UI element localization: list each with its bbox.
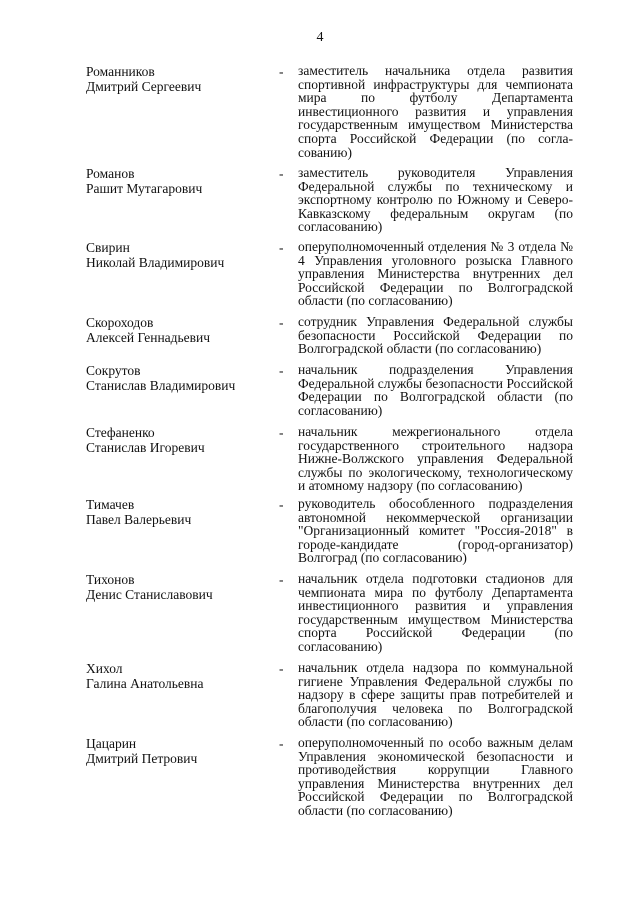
position-description: начальник отдела подготовки стадионов для чемпионата мира по футболу Департамента инвестиционного развития и управления государственным имуществом Министерства спорта Российской Федерации (по согласованию) <box>298 571 573 654</box>
person-name <box>86 736 276 766</box>
position-description: сотрудник Управления Федеральной службы безопасности Российской Федерации по Волгоградской области (по согласованию) <box>298 314 573 357</box>
given-name: Дмитрий Петрович <box>86 751 198 766</box>
separator-dash: - <box>279 363 284 378</box>
person-name <box>86 497 276 527</box>
surname: Цацарин <box>86 736 137 751</box>
surname: Свирин <box>86 240 130 255</box>
separator-dash: - <box>279 64 284 79</box>
person-name <box>86 64 276 94</box>
given-name: Павел Валерьевич <box>86 512 192 527</box>
given-name: Денис Станиславович <box>86 587 213 602</box>
given-name: Николай Владимирович <box>86 255 225 270</box>
position-description: руководитель обособленного подразделения автономной некоммерческой организации "Организационный комитет "Россия-2018" в городе-кандидате (город-организатор) Волгоград (по согласованию) <box>298 496 573 566</box>
given-name: Дмитрий Сергеевич <box>86 79 202 94</box>
position-description: начальник межрегионального отдела государственного строительного надзора Нижне-Волжского управления Федеральной службы по экологическому, технологическому и атомному надзору (по согласованию) <box>298 424 573 494</box>
given-name: Станислав Игоревич <box>86 440 205 455</box>
page-number: 4 <box>316 30 324 45</box>
person-name <box>86 572 276 602</box>
surname: Скороходов <box>86 315 154 330</box>
position-description: начальник отдела надзора по коммунальной гигиене Управления Федеральной службы по надзору в сфере защиты прав потребителей и благополучия человека по Волгоградской области (по согласованию) <box>298 660 573 730</box>
separator-dash: - <box>279 497 284 512</box>
person-name <box>86 315 276 345</box>
person-name <box>86 661 276 691</box>
separator-dash: - <box>279 240 284 255</box>
separator-dash: - <box>279 661 284 676</box>
given-name: Алексей Геннадьевич <box>86 330 211 345</box>
surname: Романников <box>86 64 155 79</box>
person-name <box>86 166 276 196</box>
position-description: заместитель руководителя Управления Федеральной службы по техническому и экспортному контролю по Южному и Северо-Кавказскому федеральным округам (по согласованию) <box>298 165 573 235</box>
surname: Тимачев <box>86 497 135 512</box>
given-name: Рашит Мутагарович <box>86 181 203 196</box>
surname: Сокрутов <box>86 363 141 378</box>
person-name <box>86 425 276 455</box>
position-description: оперуполномоченный отделения № 3 отдела № 4 Управления уголовного розыска Главного управления Министерства внутренних дел Российской Федерации по Волгоградской области (по согласованию) <box>298 239 573 309</box>
surname: Стефаненко <box>86 425 155 440</box>
person-name <box>86 240 276 270</box>
surname: Хихол <box>86 661 123 676</box>
given-name: Станислав Владимирович <box>86 378 236 393</box>
separator-dash: - <box>279 425 284 440</box>
surname: Тихонов <box>86 572 135 587</box>
given-name: Галина Анатольевна <box>86 676 204 691</box>
position-description: заместитель начальника отдела развития спортивной инфраструктуры для чемпионата мира по футболу Департамента инвестиционного развития и управления государственным имуществом Министерства спорта Российской Федерации (по согласованию) <box>298 63 573 160</box>
position-description: начальник подразделения Управления Федеральной службы безопасности Российской Федерации по Волгоградской области (по согласованию) <box>298 362 573 418</box>
surname: Романов <box>86 166 135 181</box>
position-description: оперуполномоченный по особо важным делам Управления экономической безопасности и противодействия коррупции Главного управления Министерства внутренних дел Российской Федерации по Волгоградской области (по согласованию) <box>298 735 573 818</box>
separator-dash: - <box>279 736 284 751</box>
person-name <box>86 363 276 393</box>
separator-dash: - <box>279 166 284 181</box>
separator-dash: - <box>279 572 284 587</box>
separator-dash: - <box>279 315 284 330</box>
